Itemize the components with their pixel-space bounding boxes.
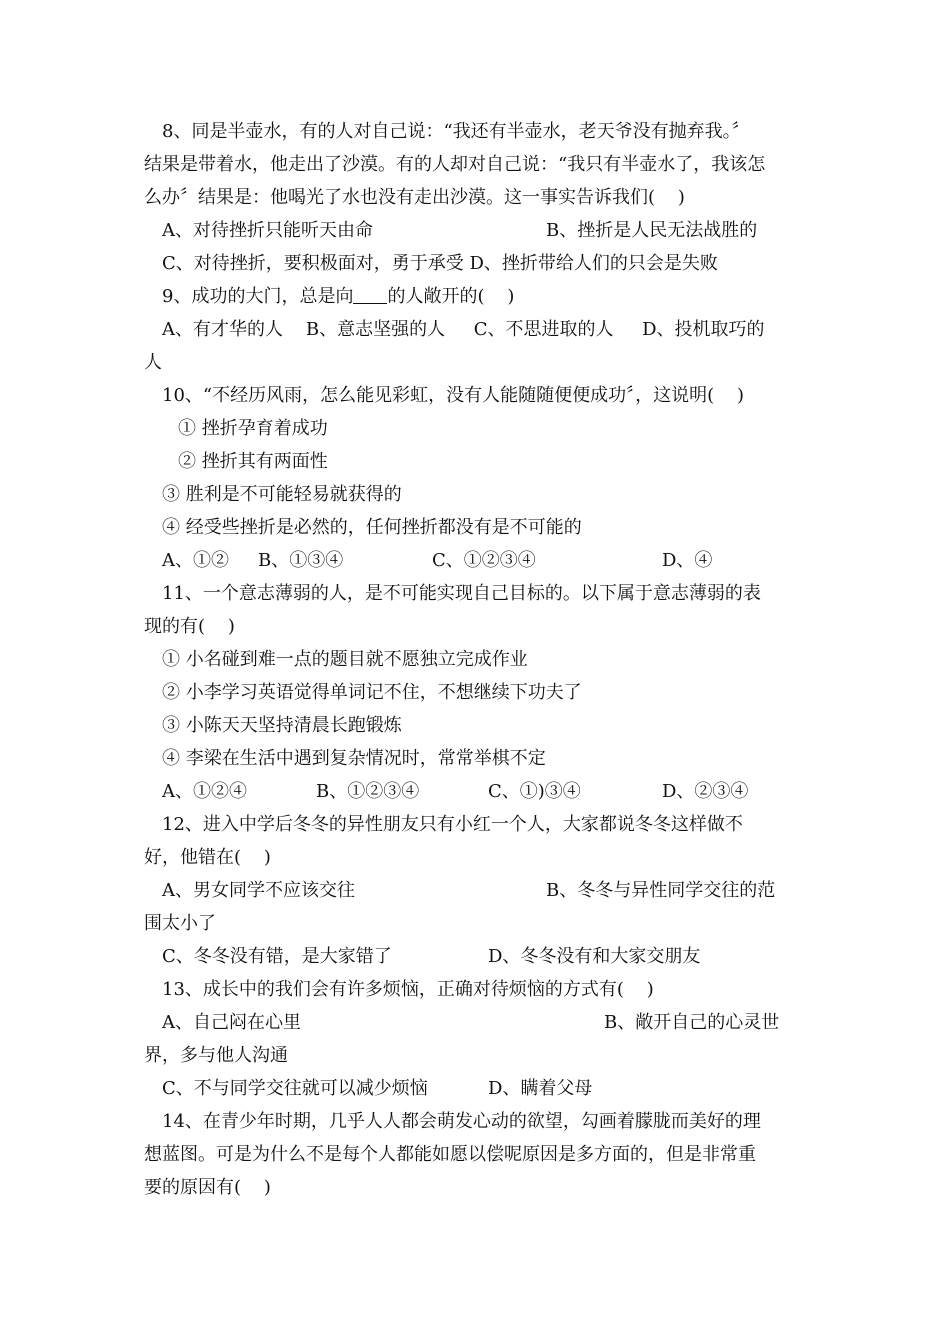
q9-stem xyxy=(162,286,514,308)
q14-stem-line-1: 14、在青少年时期，几乎人人都会萌发心动的欲望，勾画着朦胧而美好的理 xyxy=(162,1111,761,1132)
q9-options-cont: 人 xyxy=(144,352,162,373)
q9-stem-pre: 9、成功的大门，总是向 xyxy=(162,286,354,307)
q8-option-b: B、挫折是人民无法战胜的 xyxy=(546,220,758,241)
q11-item-2: ② 小李学习英语觉得单词记不住，不想继续下功夫了 xyxy=(162,682,582,703)
q8-stem-line-3: 么办〞结果是：他喝光了水也没有走出沙漠。这一事实告诉我们( ) xyxy=(144,187,685,208)
q12-stem-line-1: 12、进入中学后冬冬的异性朋友只有小红一个人，大家都说冬冬这样做不 xyxy=(162,814,743,835)
q10-item-1: ① 挫折孕育着成功 xyxy=(178,418,328,439)
q13-stem: 13、成长中的我们会有许多烦恼，正确对待烦恼的方式有( ) xyxy=(162,979,654,1000)
q8-option-c-d: C、对待挫折，要积极面对，勇于承受 D、挫折带给人们的只会是失败 xyxy=(162,253,718,274)
q11-option-c: C、①)③④ xyxy=(488,781,581,802)
q9-answer-blank xyxy=(353,287,387,304)
q8-stem-line-1: 8、同是半壶水，有的人对自己说：“我还有半壶水，老天爷没有抛弃我。〞 xyxy=(162,121,750,142)
q10-stem: 10、“不经历风雨，怎么能见彩虹，没有人能随随便便成功〞，这说明( ) xyxy=(162,385,745,406)
q12-option-a: A、男女同学不应该交往 xyxy=(162,880,355,901)
q13-option-b: B、敞开自己的心灵世 xyxy=(604,1012,780,1033)
q12-option-d: D、冬冬没有和大家交朋友 xyxy=(488,946,701,967)
q11-option-d: D、②③④ xyxy=(662,781,749,802)
q12-option-b-cont: 围太小了 xyxy=(144,913,216,934)
q13-option-c: C、不与同学交往就可以减少烦恼 xyxy=(162,1078,428,1099)
q13-option-a: A、自己闷在心里 xyxy=(162,1012,301,1033)
q8-option-a: A、对待挫折只能听天由命 xyxy=(162,220,373,241)
q9-options: A、有才华的人 B、意志坚强的人 C、不思进取的人 D、投机取巧的 xyxy=(162,319,765,340)
q11-stem-line-2: 现的有( ) xyxy=(144,616,235,637)
q11-option-a: A、①②④ xyxy=(162,781,247,802)
q11-stem-line-1: 11、一个意志薄弱的人，是不可能实现自己目标的。以下属于意志薄弱的表 xyxy=(162,583,761,604)
q14-stem-line-2: 想蓝图。可是为什么不是每个人都能如愿以偿呢原因是多方面的，但是非常重 xyxy=(144,1144,756,1165)
q10-option-c: C、①②③④ xyxy=(432,550,536,571)
q10-item-3: ③ 胜利是不可能轻易就获得的 xyxy=(162,484,402,505)
q8-stem-line-2: 结果是带着水，他走出了沙漠。有的人却对自己说：“我只有半壶水了，我该怎 xyxy=(144,154,766,175)
q10-option-d: D、④ xyxy=(662,550,713,571)
q10-option-a: A、①② xyxy=(162,550,229,571)
q11-item-1: ① 小名碰到难一点的题目就不愿独立完成作业 xyxy=(162,649,528,670)
q11-option-b: B、①②③④ xyxy=(316,781,420,802)
q14-stem-line-3: 要的原因有( ) xyxy=(144,1177,271,1198)
q13-option-b-cont: 界，多与他人沟通 xyxy=(144,1045,288,1066)
q13-option-d: D、瞒着父母 xyxy=(488,1078,593,1099)
q12-stem-line-2: 好，他错在( ) xyxy=(144,847,271,868)
q10-item-2: ② 挫折其有两面性 xyxy=(178,451,328,472)
q11-item-4: ④ 李梁在生活中遇到复杂情况时，常常举棋不定 xyxy=(162,748,546,769)
q9-stem-post: 的人敞开的( ) xyxy=(387,286,515,307)
q11-item-3: ③ 小陈天天坚持清晨长跑锻炼 xyxy=(162,715,402,736)
q12-option-b: B、冬冬与异性同学交往的范 xyxy=(546,880,776,901)
q10-option-b: B、①③④ xyxy=(258,550,344,571)
q10-item-4: ④ 经受些挫折是必然的，任何挫折都没有是不可能的 xyxy=(162,517,582,538)
q12-option-c: C、冬冬没有错，是大家错了 xyxy=(162,946,392,967)
